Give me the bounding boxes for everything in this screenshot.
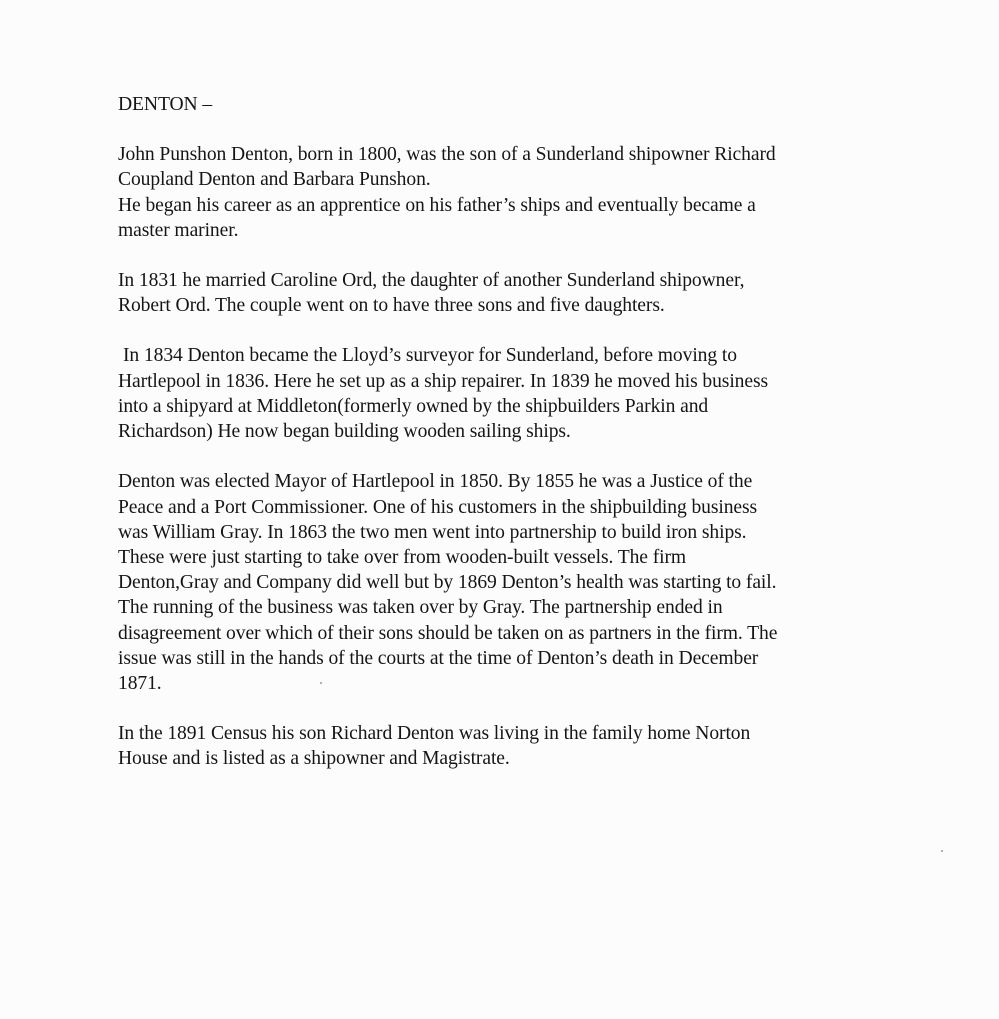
paragraph-line: Coupland Denton and Barbara Punshon. (118, 169, 431, 191)
paragraph-line: Hartlepool in 1836. Here he set up as a ship repairer. In 1839 he moved his business (118, 370, 769, 392)
paragraph-line: was William Gray. In 1863 the two men went into partnership to build iron ships. (118, 521, 747, 543)
document-heading: DENTON – (118, 94, 213, 115)
paragraph-line: John Punshon Denton, born in 1800, was the son of a Sunderland shipowner Richard (118, 144, 776, 166)
paragraph-line: into a shipyard at Middleton(formerly owned by the shipbuilders Parkin and (118, 396, 709, 418)
paragraph-line: master mariner. (118, 219, 239, 241)
paragraph-line: Richardson) He now began building wooden sailing ships. (118, 421, 571, 443)
paragraph-line: Denton,Gray and Company did well but by 1869 Denton’s health was starting to fail. (118, 572, 777, 594)
paragraph-line: In the 1891 Census his son Richard Denton was living in the family home Norton (118, 723, 751, 745)
paragraph-line: House and is listed as a shipowner and Magistrate. (118, 748, 510, 770)
paragraph-line: In 1834 Denton became the Lloyd’s surveyor for Sunderland, before moving to (123, 345, 737, 367)
document-body (118, 92, 878, 797)
paragraph-5 (118, 721, 878, 771)
paragraph-line: disagreement over which of their sons should be taken on as partners in the firm. The (118, 622, 778, 644)
paragraph-line: Peace and a Port Commissioner. One of his customers in the shipbuilding business (118, 496, 758, 518)
scan-speck (941, 850, 943, 852)
paragraph-2 (118, 268, 878, 318)
paragraph-line: He began his career as an apprentice on his father’s ships and eventually became a (118, 194, 756, 216)
paragraph-line: Denton was elected Mayor of Hartlepool in 1850. By 1855 he was a Justice of the (118, 471, 753, 493)
paragraph-line: In 1831 he married Caroline Ord, the daughter of another Sunderland shipowner, (118, 270, 745, 292)
paragraph-line: These were just starting to take over from wooden-built vessels. The firm (118, 547, 687, 569)
scan-speck (320, 682, 322, 684)
paragraph-line: The running of the business was taken over by Gray. The partnership ended in (118, 597, 723, 619)
paragraph-line: issue was still in the hands of the courts at the time of Denton’s death in December (118, 647, 759, 669)
paragraph-1 (118, 142, 878, 243)
paragraph-line: Robert Ord. The couple went on to have three sons and five daughters. (118, 295, 665, 317)
paragraph-line: 1871. (118, 673, 162, 695)
paragraph-4 (118, 469, 878, 696)
